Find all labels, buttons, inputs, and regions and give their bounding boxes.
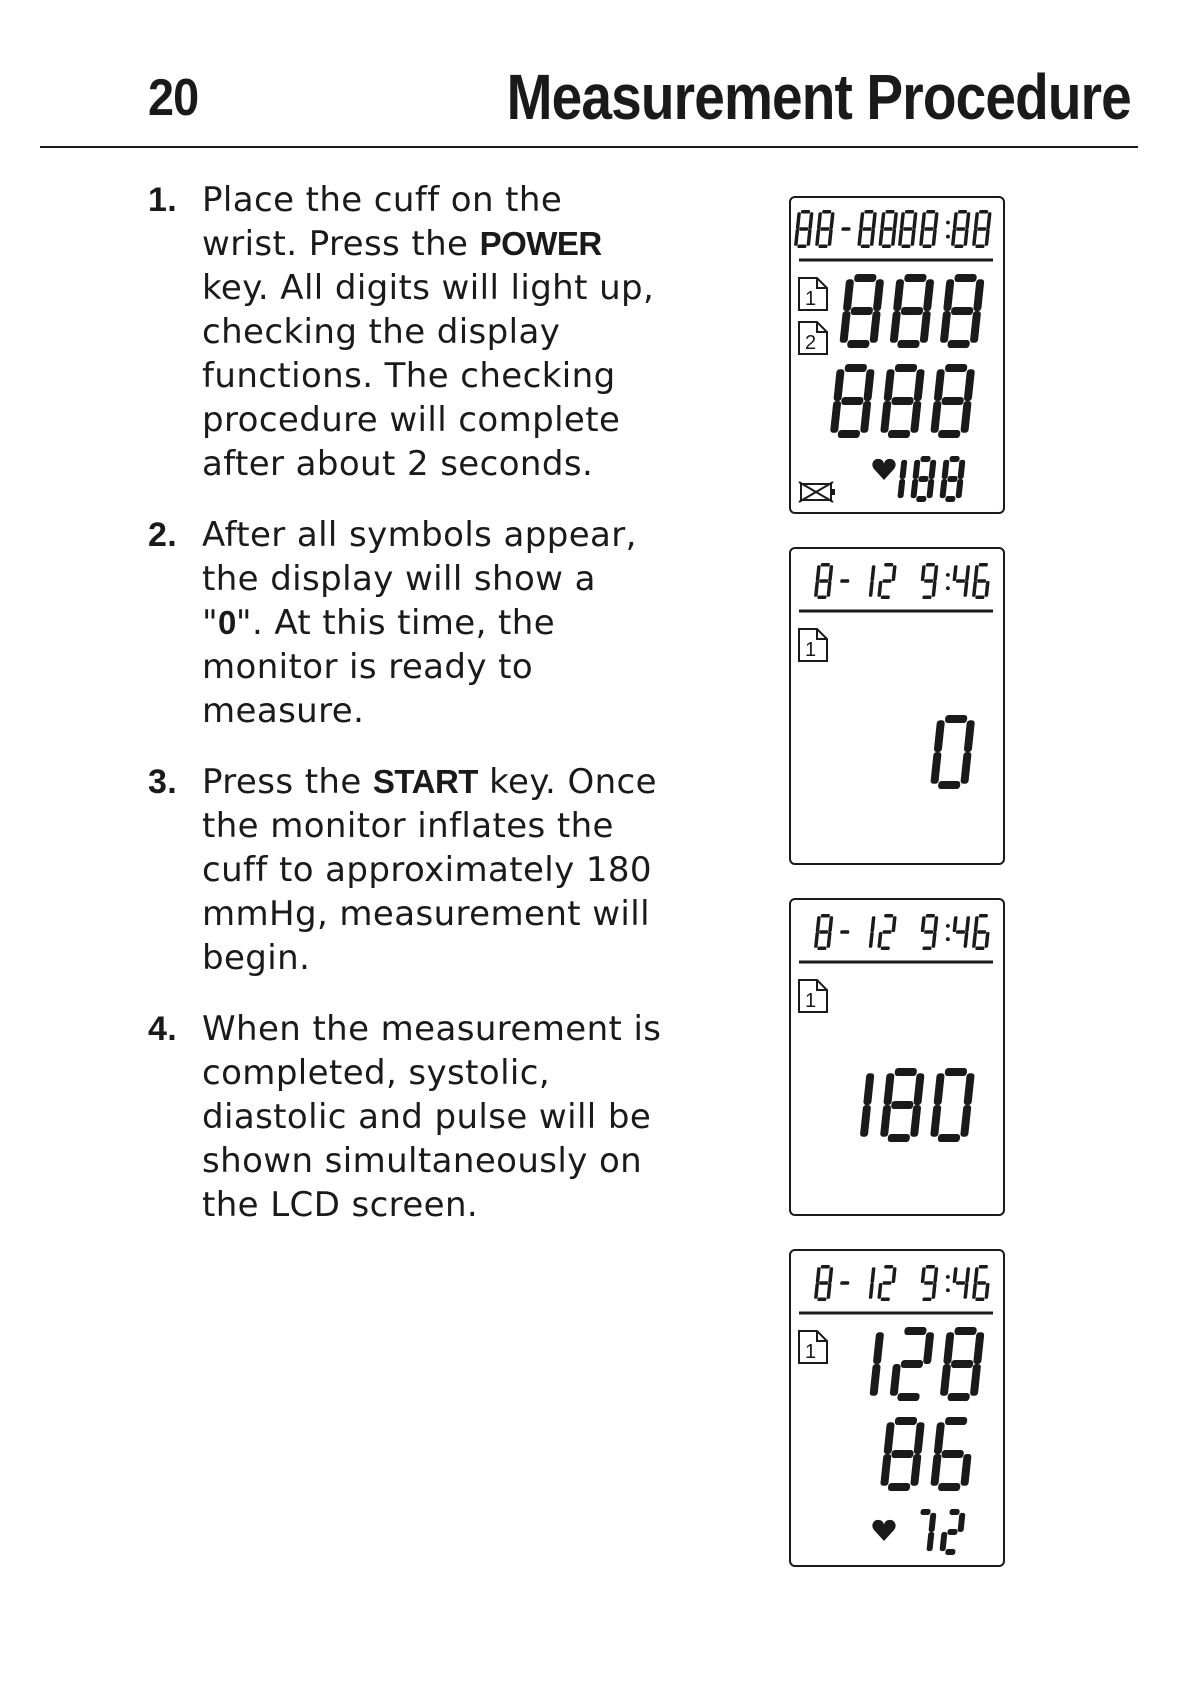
step-text: key. Once the monitor inflates the cuff to approximately 180 mmHg, measurement will begin. xyxy=(202,762,657,978)
lcd-diastolic xyxy=(830,364,975,438)
memory-user-2-icon xyxy=(799,322,827,354)
lcd-time xyxy=(921,1265,990,1301)
step-3 xyxy=(148,760,668,980)
lcd-systolic xyxy=(839,274,984,348)
lcd-date xyxy=(814,563,897,599)
step-number: 2. xyxy=(148,516,178,554)
lcd-pressure xyxy=(930,715,975,789)
step-number: 1. xyxy=(148,181,178,219)
step-text: Place the cuff on the wrist. Press the xyxy=(202,180,563,264)
lcd-display-result xyxy=(789,1249,1005,1567)
lcd-diastolic xyxy=(880,1417,972,1491)
lcd-display-all-segments xyxy=(789,196,1005,514)
lcd-systolic xyxy=(869,1327,984,1401)
memory-label: 1 xyxy=(805,288,817,310)
heart-icon xyxy=(872,459,895,480)
memory-user-1-icon xyxy=(799,980,827,1012)
step-text: When the measurement is completed, systolic, diastolic and pulse will be shown simultaneously on the LCD screen. xyxy=(202,1009,662,1225)
step-text: ". At this time, the monitor is ready to measure. xyxy=(202,603,556,731)
step-4 xyxy=(148,1007,668,1227)
lcd-display-ready xyxy=(789,547,1005,865)
memory-user-1-icon xyxy=(799,278,827,310)
step-number: 3. xyxy=(148,763,178,801)
memory-label: 1 xyxy=(805,990,817,1012)
lcd-date xyxy=(814,1265,897,1301)
lcd-pulse xyxy=(897,456,965,502)
step-1 xyxy=(148,178,668,486)
lcd-display-inflating xyxy=(789,898,1005,1216)
memory-label: 1 xyxy=(805,1341,817,1363)
procedure-steps xyxy=(148,178,668,1227)
page-number: 20 xyxy=(148,69,199,127)
low-battery-icon xyxy=(799,482,835,502)
display-value-zero: 0 xyxy=(218,604,236,641)
step-text: After all symbols appear, the display will show a " xyxy=(202,515,637,643)
step-number: 4. xyxy=(148,1010,178,1048)
memory-user-1-icon xyxy=(799,1331,827,1363)
memory-user-1-icon xyxy=(799,629,827,661)
step-2 xyxy=(148,513,668,733)
lcd-time xyxy=(898,210,992,248)
key-name-start: START xyxy=(372,763,478,800)
page-title: Measurement Procedure xyxy=(506,61,1131,133)
key-name-power: POWER xyxy=(479,225,602,262)
lcd-pulse xyxy=(920,1509,965,1555)
lcd-date xyxy=(814,914,897,950)
memory-label: 2 xyxy=(805,332,817,354)
lcd-date xyxy=(794,210,898,248)
step-text: key. All digits will light up, checking the display functions. The checking procedure will complete after about 2 seconds. xyxy=(202,268,655,484)
step-text: Press the xyxy=(202,762,373,802)
lcd-pressure xyxy=(860,1068,975,1142)
heart-icon xyxy=(872,1520,895,1541)
lcd-time xyxy=(921,914,990,950)
memory-label: 1 xyxy=(805,639,817,661)
header-rule xyxy=(40,146,1138,148)
lcd-time xyxy=(921,563,990,599)
